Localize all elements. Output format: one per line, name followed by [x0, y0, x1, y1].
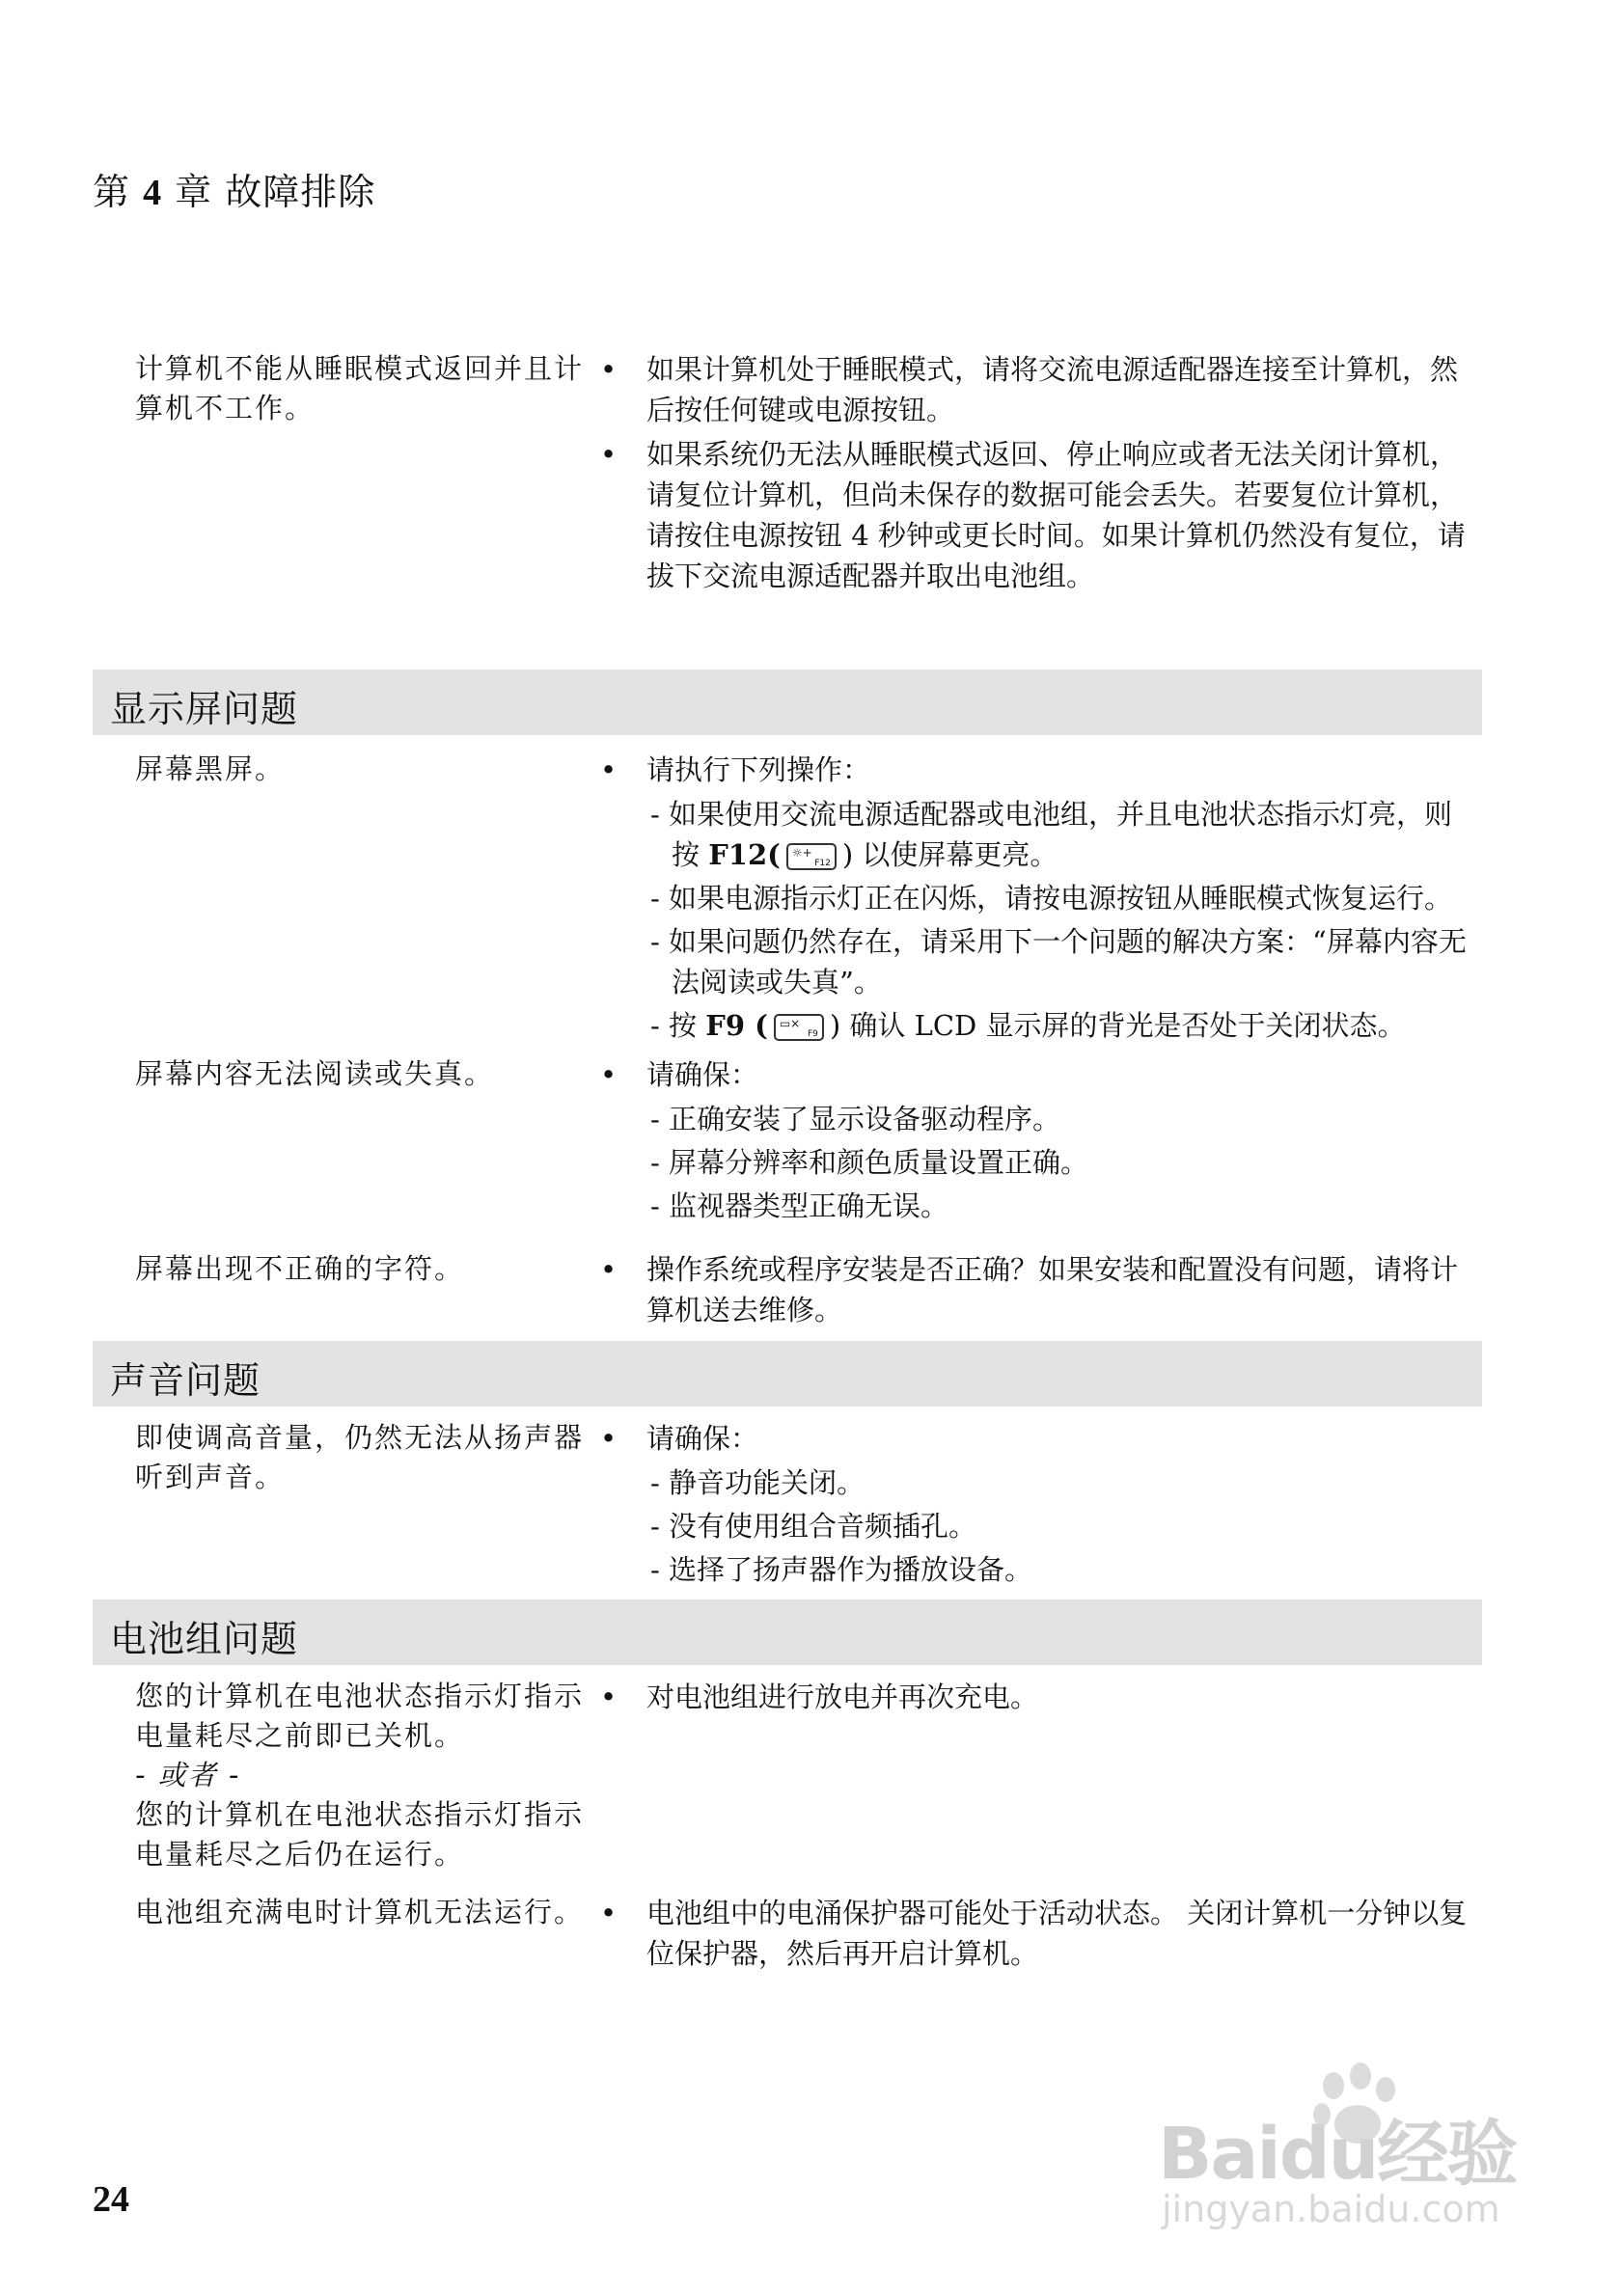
sound-question: 即使调高音量，仍然无法从扬声器听到声音。	[135, 1421, 585, 1493]
bullet-icon: •	[600, 1681, 618, 1713]
sub-list-item: - 按 F9 ( ▭× F9 ) 确认 LCD 显示屏的背光是否处于关闭状态。	[650, 1009, 1406, 1042]
list-item: • 对电池组进行放电并再次充电。	[600, 1677, 1480, 1717]
page-number: 24	[93, 2179, 129, 2220]
section-header-battery: 电池组问题	[93, 1599, 1482, 1665]
display-answer-distorted	[600, 1054, 1480, 1229]
sleep-question: 计算机不能从睡眠模式返回并且计算机不工作。	[135, 352, 585, 424]
section-header-display: 显示屏问题	[93, 670, 1482, 735]
sub-list-item: - 没有使用组合音频插孔。	[650, 1510, 977, 1543]
chapter-title: 第 4 章 故障排除	[93, 171, 376, 213]
list-item: • 请确保：	[600, 1418, 1480, 1459]
display-answer-wrong-chars	[600, 1249, 1480, 1334]
battery-question-shutdown: 您的计算机在电池状态指示灯指示电量耗尽之前即已关机。 - 或者 - 您的计算机在电池状态指示灯指示电量耗尽之后仍在运行。	[135, 1680, 585, 1871]
display-question-black-screen: 屏幕黑屏。	[135, 752, 286, 785]
list-item: • 电池组中的电涌保护器可能处于活动状态。 关闭计算机一分钟以复位保护器，然后再开启计算机。	[600, 1893, 1480, 1974]
watermark-logo-text: Baidu经验	[1158, 2113, 1517, 2196]
bullet-icon: •	[600, 438, 618, 471]
bullet-icon: •	[600, 1253, 618, 1286]
sub-list-item: - 如果问题仍然存在，请采用下一个问题的解决方案：“屏幕内容无法阅读或失真”。	[650, 925, 1467, 998]
list-item: • 操作系统或程序安装是否正确？如果安装和配置没有问题，请将计算机送去维修。	[600, 1249, 1480, 1330]
battery-answer-full-charge	[600, 1893, 1480, 1978]
list-item: • 请确保：	[600, 1054, 1480, 1095]
sound-answer	[600, 1418, 1480, 1593]
sub-list-item: - 如果电源指示灯正在闪烁，请按电源按钮从睡眠模式恢复运行。	[650, 882, 1453, 915]
backlight-off-key-icon: ▭× F9	[774, 1014, 824, 1041]
sub-list-item: - 屏幕分辨率和颜色质量设置正确。	[650, 1146, 1089, 1179]
bullet-icon: •	[600, 1897, 618, 1929]
bullet-icon: •	[600, 1422, 618, 1455]
sleep-answer	[600, 349, 1480, 600]
bullet-icon: •	[600, 353, 618, 386]
watermark-url: jingyan.baidu.com	[1162, 2188, 1500, 2230]
bullet-icon: •	[600, 1058, 618, 1091]
battery-answer-shutdown	[600, 1677, 1480, 1721]
display-answer-black-screen	[600, 750, 1480, 1049]
list-item: • 如果系统仍无法从睡眠模式返回、停止响应或者无法关闭计算机，请复位计算机，但尚未保存的数据可能会丢失。若要复位计算机，请按住电源按钮 4 秒钟或更长时间。如果计算机仍然没有复位，请拔下交流电源适配器并取出电池组。	[600, 434, 1480, 596]
display-question-wrong-chars: 屏幕出现不正确的字符。	[135, 1252, 465, 1285]
sub-list-item: - 选择了扬声器作为播放设备。	[650, 1553, 1033, 1586]
brightness-up-key-icon: ☼+ F12	[786, 843, 837, 870]
battery-question-full-charge: 电池组充满电时计算机无法运行。	[135, 1896, 585, 1928]
baidu-watermark	[1144, 2074, 1550, 2238]
list-item: • 如果计算机处于睡眠模式，请将交流电源适配器连接至计算机，然后按任何键或电源按钮。	[600, 349, 1480, 430]
bullet-icon: •	[600, 753, 618, 786]
sub-list-item: - 如果使用交流电源适配器或电池组，并且电池状态指示灯亮，则按 F12( ☼+ F12 ) 以使屏幕更亮。	[650, 798, 1453, 871]
list-item: • 请执行下列操作：	[600, 750, 1480, 790]
sub-list-item: - 正确安装了显示设备驱动程序。	[650, 1103, 1061, 1135]
sub-list-item: - 静音功能关闭。	[650, 1466, 865, 1499]
display-question-distorted: 屏幕内容无法阅读或失真。	[135, 1057, 495, 1090]
sub-list-item: - 监视器类型正确无误。	[650, 1189, 949, 1222]
section-header-sound: 声音问题	[93, 1341, 1482, 1407]
